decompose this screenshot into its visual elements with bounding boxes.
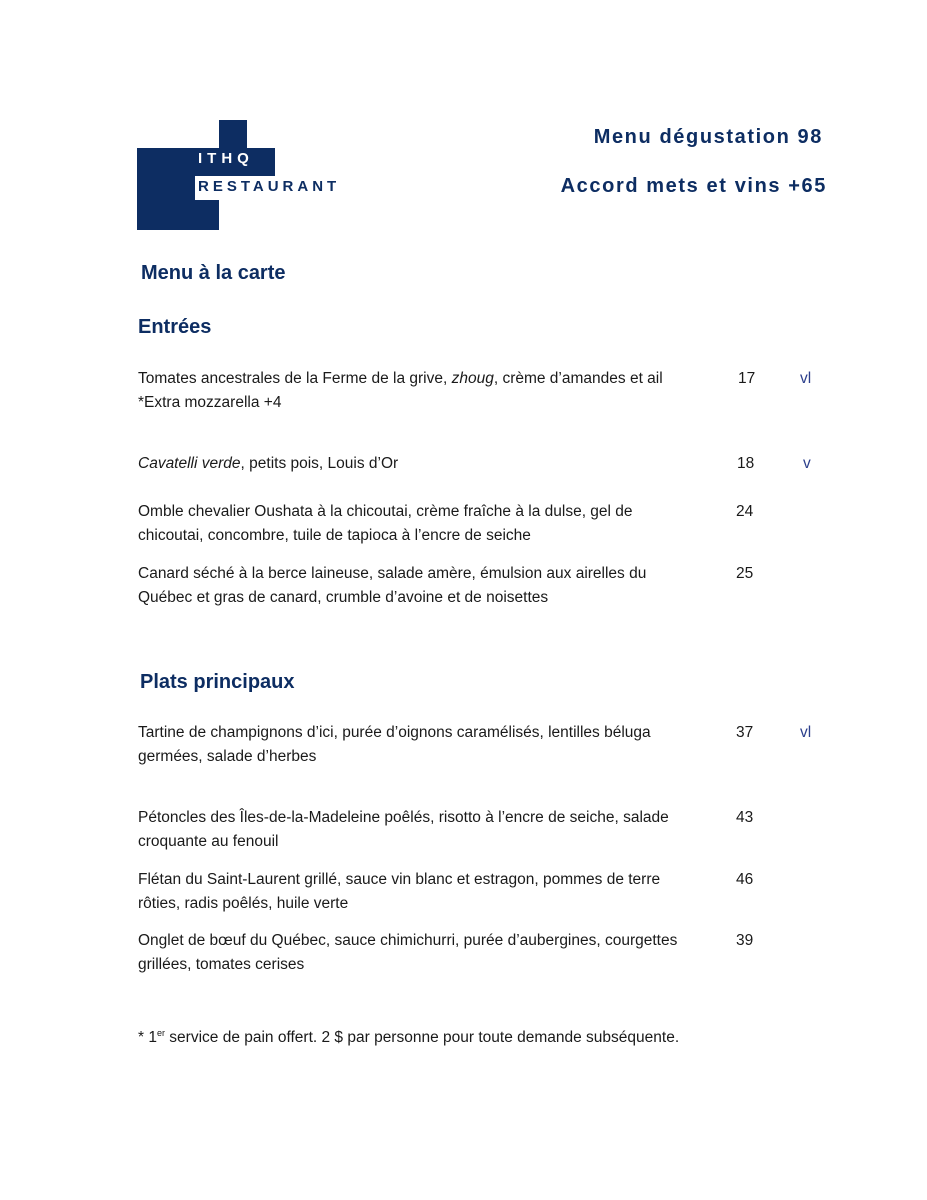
section-title-entrees: Entrées [138,316,212,338]
menu-item-tartine: Tartine de champignons d’ici, purée d’oignons caramélisés, lentilles béluga germées, salade d’herbes [138,724,651,765]
item-text: , petits pois, Louis d’Or [240,455,399,472]
item-text: , crème d’amandes et ail [493,370,663,387]
item-price: 24 [736,503,754,520]
diet-tag: vl [800,370,812,387]
item-extra-note: *Extra mozzarella +4 [138,394,282,411]
menu-item-cavatelli [138,452,698,476]
menu-item-fletan: Flétan du Saint-Laurent grillé, sauce vin blanc et estragon, pommes de terre rôties, radis poêlés, huile verte [138,871,661,912]
menu-item-omble: Omble chevalier Oushata à la chicoutai, crème fraîche à la dulse, gel de chicoutai, concombre, tuile de tapioca à l’encre de seiche [138,503,633,544]
tasting-menu-price: Menu dégustation 98 [593,126,823,148]
item-price: 39 [736,932,754,949]
section-title-plats: Plats principaux [140,671,295,693]
diet-tag: vl [800,724,812,741]
menu-item-onglet: Onglet de bœuf du Québec, sauce chimichurri, purée d’aubergines, courgettes grillées, tomates cerises [138,932,678,973]
item-text: Tomates ancestrales de la Ferme de la grive, [138,370,452,387]
footnote-prefix: * 1 [138,1029,157,1046]
item-price: 43 [736,809,754,826]
menu-item-petoncles: Pétoncles des Îles-de-la-Madeleine poêlés, risotto à l’encre de seiche, salade croquante au fenouil [138,809,669,850]
diet-tag: v [803,455,811,472]
wine-pairing-price: Accord mets et vins +65 [560,175,827,197]
page-title: Menu à la carte [141,262,286,284]
logo-text-ithq: ITHQ [198,150,254,167]
menu-item-canard: Canard séché à la berce laineuse, salade amère, émulsion aux airelles du Québec et gras de canard, crumble d’avoine et de noisettes [138,565,647,606]
footnote-text: service de pain offert. 2 $ par personne pour toute demande subséquente. [164,1029,680,1046]
item-price: 37 [736,724,754,741]
item-price: 46 [736,871,754,888]
item-price: 25 [736,565,754,582]
item-italic-text: zhoug [451,370,494,387]
item-italic-text: Cavatelli verde [138,455,241,472]
menu-item-tomates [138,367,698,415]
bread-footnote [138,1027,698,1049]
logo-text-restaurant: RESTAURANT [198,178,341,195]
restaurant-logo [137,120,367,230]
item-price: 17 [738,370,756,387]
item-price: 18 [737,455,755,472]
logo-mark [137,120,367,230]
footnote-superscript: er [156,1027,165,1038]
